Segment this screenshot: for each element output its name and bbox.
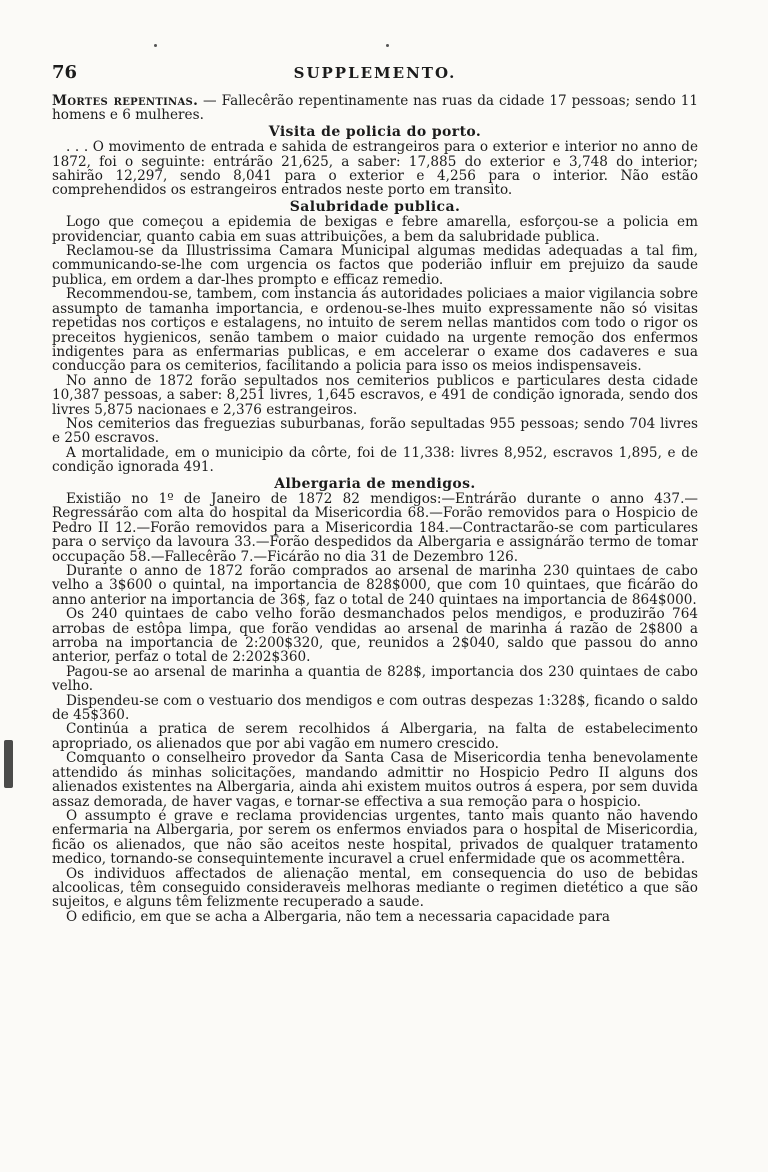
book-page bbox=[52, 62, 698, 924]
print-speck bbox=[154, 44, 157, 47]
intro-label: Mortes repentinas. bbox=[52, 93, 199, 109]
paragraph: Pagou-se ao arsenal de marinha a quantia de 828$, importancia dos 230 quintaes de cabo velho. bbox=[52, 663, 698, 695]
section-title-albergaria: Albergaria de mendigos. bbox=[274, 475, 476, 492]
paragraph: Dispendeu-se com o vestuario dos mendigos e com outras despezas 1:328$, ficando o saldo de 45$360. bbox=[52, 692, 698, 724]
page-number: 76 bbox=[52, 62, 78, 83]
paragraph: Logo que começou a epidemia de bexigas e febre amarella, esforçou-se a policia em providenciar, quanto cabia em suas attribuições, a bem da salubridade publica. bbox=[52, 214, 698, 245]
paragraph: . . . O movimento de entrada e sahida de estrangeiros para o exterior e interior no anno de 1872, foi o seguinte: entrárão 21,625, a saber: 17,885 do exterior e 3,748 do interior; sahirão 12,297, sendo 8,041 para o exterior e 4,256 para o interior. Não estão comprehendidos os estrangeiros entrados neste porto em transito. bbox=[52, 139, 698, 199]
intro-paragraph bbox=[52, 94, 698, 123]
print-speck bbox=[386, 44, 389, 47]
paragraph: Continúa a pratica de serem recolhidos á Albergaria, na falta de estabelecimento apropriado, os alienados que por abi vagão em numero crescido. bbox=[52, 721, 698, 752]
paragraph: Durante o anno de 1872 forão comprados ao arsenal de marinha 230 quintaes de cabo velho a 3$600 o quintal, na importancia de 828$000, que com 10 quintaes, que ficárão do anno anterior na importancia de 36$, faz o total de 240 quintaes na importancia de 864$000. bbox=[52, 563, 698, 608]
section-title-salubridade: Salubridade publica. bbox=[289, 198, 461, 215]
margin-ink-stain bbox=[4, 740, 13, 788]
page-header bbox=[52, 62, 698, 88]
paragraph: Reclamou-se da Illustrissima Camara Municipal algumas medidas adequadas a tal fim, communicando-se-lhe com urgencia os factos que poderião influir em prejuizo da saude publica, em ordem a dar-lhes prompto e efficaz remedio. bbox=[52, 243, 698, 288]
running-head: SUPPLEMENTO. bbox=[293, 64, 457, 82]
paragraph: Os 240 quintaes de cabo velho forão desmanchados pelos mendigos, e produzirão 764 arrobas de estôpa limpa, que forão vendidas ao arsenal de marinha á razão de 2$800 a arroba na importancia de 2:200$320, que, reunidos a 2$040, saldo que passou do anno anterior, perfaz o total de 2:202$360. bbox=[52, 606, 698, 666]
paragraph: O edificio, em que se acha a Albergaria, não tem a necessaria capacidade para bbox=[66, 908, 611, 925]
paragraph: No anno de 1872 forão sepultados nos cemiterios publicos e particulares desta cidade 10,387 pessoas, a saber: 8,251 livres, 1,645 escravos, e 491 de condição ignorada, sendo dos livres 5,875 nacionaes e 2,376 estrangeiros. bbox=[52, 372, 698, 418]
paragraph: Existião no 1º de Janeiro de 1872 82 mendigos:—Entrárão durante o anno 437.—Regressárão com alta do hospital da Misericordia 68.—Forão removidos para o Hospicio de Pedro II 12.—Forão removidos para a Misericordia 184.—Contractarão-se com particulares para o serviço da lavoura 33.—Forão despedidos da Albergaria e assignárão termo de tomar occupação 58.—Fallecêrão 7.—Ficárão no dia 31 de Dezembro 126. bbox=[52, 490, 698, 565]
paragraph: A mortalidade, em o municipio da côrte, foi de 11,338: livres 8,952, escravos 1,895, e de condição ignorada 491. bbox=[52, 444, 698, 476]
paragraph: O assumpto é grave e reclama providencias urgentes, tanto mais quanto não havendo enfermaria na Albergaria, por serem os enfermos enviados para o hospital de Misericordia, ficão os alienados, que não são aceitos neste hospital, privados de qualquer tratamento medico, tornando-se consequintemente incuravel a cruel enfermidade que os acommettêra. bbox=[52, 807, 698, 868]
paragraph: Recommendou-se, tambem, com instancia ás autoridades policiaes a maior vigilancia sobre assumpto de tamanha importancia, e ordenou-se-lhes muito expressamente não só visitas repetidas nos cortiços e estalagens, no intuito de serem nellas mantidos com todo o rigor os preceitos hygienicos, senão tambem o maior cuidado na urgente remoção dos enfermos indigentes para as enfermarias publicas, e em accelerar o exame dos cadaveres e sua conducção para os cemiterios, facilitando a policia para isso os meios indispensaveis. bbox=[52, 286, 698, 375]
paragraph: Comquanto o conselheiro provedor da Santa Casa de Misericordia tenha benevolamente attendido ás minhas solicitações, mandando admittir no Hospicio Pedro II alguns dos alienados existentes na Albergaria, ainda ahi existem muitos outros á espera, por sem duvida assaz demorada, de haver vagas, e tornar-se effectiva a sua remoção para o hospicio. bbox=[52, 750, 698, 810]
section-title-visita: Visita de policia do porto. bbox=[268, 123, 482, 140]
intro-text: — Fallecêrão repentinamente nas ruas da cidade 17 pessoas; sendo 11 homens e 6 mulheres. bbox=[52, 93, 699, 124]
paragraph: Os individuos affectados de alienação mental, em consequencia do uso de bebidas alcoolicas, têm conseguido consideraveis melhoras mediante o regimen dietético a que são sujeitos, e alguns têm felizmente recuperado a saude. bbox=[52, 865, 698, 911]
paragraph: Nos cemiterios das freguezias suburbanas, forão sepultadas 955 pessoas; sendo 704 livres e 250 escravos. bbox=[52, 415, 698, 447]
body-text bbox=[52, 94, 698, 924]
